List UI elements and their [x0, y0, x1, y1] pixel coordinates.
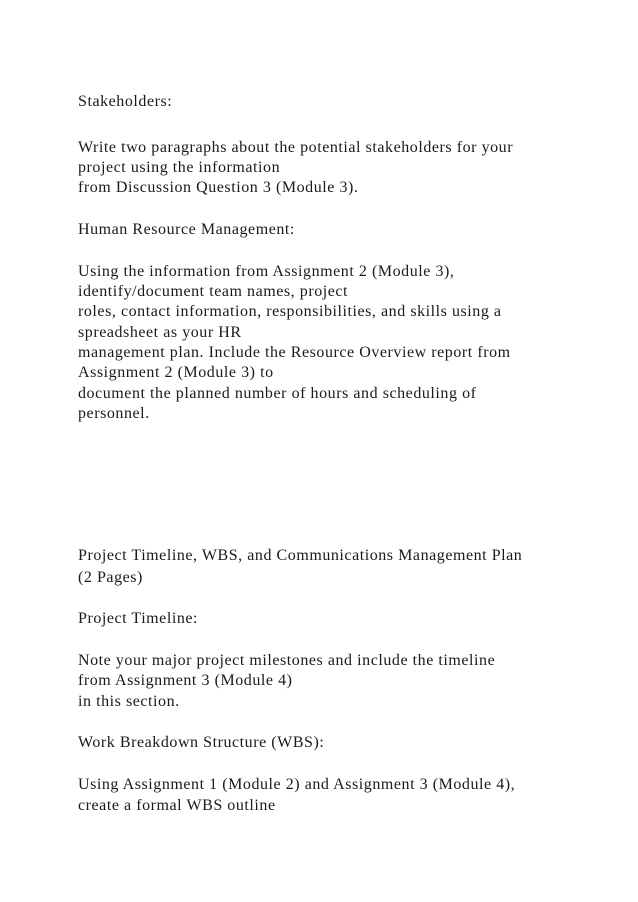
hr-management-body-line: personnel. [78, 405, 150, 422]
stakeholders-body-line: from Discussion Question 3 (Module 3). [78, 179, 359, 196]
wbs-body-line: create a formal WBS outline [78, 797, 276, 814]
hr-management-body-line: document the planned number of hours and scheduling of [78, 385, 477, 402]
hr-management-body-line: roles, contact information, responsibilities, and skills using a [78, 303, 502, 320]
stakeholders-body-line: project using the information [78, 159, 281, 176]
project-timeline-heading: Project Timeline: [78, 610, 199, 627]
hr-management-body-line: Using the information from Assignment 2 (Module 3), [78, 263, 455, 280]
hr-management-body-line: identify/document team names, project [78, 283, 349, 300]
hr-management-body-line: Assignment 2 (Module 3) to [78, 364, 274, 381]
section-title-line: (2 Pages) [78, 569, 143, 586]
project-timeline-body-line: Note your major project milestones and include the timeline [78, 652, 496, 669]
wbs-heading: Work Breakdown Structure (WBS): [78, 734, 325, 751]
stakeholders-body-line: Write two paragraphs about the potential stakeholders for your [78, 139, 514, 156]
project-timeline-body-line: in this section. [78, 693, 180, 710]
hr-management-heading: Human Resource Management: [78, 221, 295, 238]
wbs-body-line: Using Assignment 1 (Module 2) and Assignment 3 (Module 4), [78, 776, 516, 793]
hr-management-body-line: spreadsheet as your HR [78, 324, 242, 341]
stakeholders-heading: Stakeholders: [78, 93, 173, 110]
hr-management-body-line: management plan. Include the Resource Overview report from [78, 344, 511, 361]
section-title-line: Project Timeline, WBS, and Communications Management Plan [78, 547, 523, 564]
project-timeline-body-line: from Assignment 3 (Module 4) [78, 672, 293, 689]
